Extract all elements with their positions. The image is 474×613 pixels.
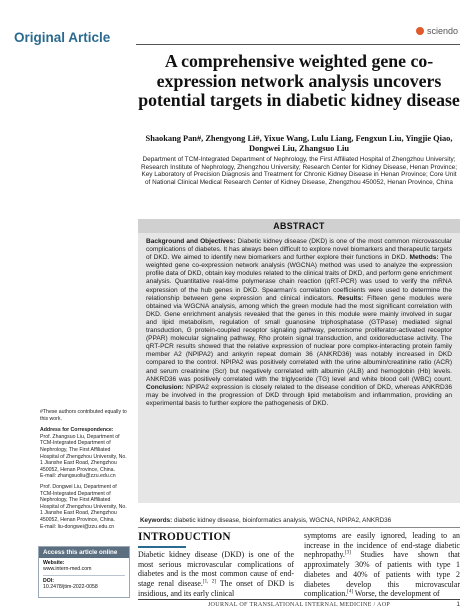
keywords-text: diabetic kidney disease, bioinformatics analysis, WGCNA, NPIPA2, ANKRD36 <box>172 517 392 524</box>
keywords-label: Keywords: <box>140 517 173 524</box>
abstract-conclusion-label: Conclusion: <box>146 383 184 391</box>
abstract-conclusion-text: NPIPA2 expression is closely related to the disease condition of DKD, whereas ANKRD36 may be involved in the progression of DKD through lipid metabolism and inflammation, providing an experimental basis to further explore the pathogenesis of DKD. <box>146 383 452 407</box>
publisher-mark-icon <box>416 27 424 35</box>
section-divider <box>138 527 460 528</box>
intro-heading: INTRODUCTION <box>138 531 231 543</box>
author-affiliation: Department of TCM-Integrated Department of Nephrology, the First Affiliated Hospital of Zhengzhou University; Research Institute of Nephrology, Zhengzhou University; Research Center for Kidney Disease, Henan Province; Key Laboratory of Precision Diagnosis and Treatment for Chronic Kidney Disease in Henan Province; Core Unit of National Clinical Medical Research Center of Kidney Disease, Zhengzhou 450052, Henan Province, China <box>140 156 458 187</box>
page-number: 1 <box>456 601 460 608</box>
abstract-results-label: Results: <box>337 294 364 302</box>
abstract-methods-text: The weighted gene co-expression network analysis (WGCNA) method was used to analyze the expression profile data of DKD, obtain key modules related to the clinical traits of DKD, and perform gene enrichment analysis. Quantitative real-time polymerase chain reaction (qRT-PCR) was used to verify the mRNA expression of the hub genes in DKD. Spearman’s correlation coefficients were used to determine the relationship between gene expression and clinical indicators. <box>146 254 452 302</box>
page-header <box>0 0 474 44</box>
abstract-heading: ABSTRACT <box>138 219 460 233</box>
keywords <box>140 517 460 524</box>
intro-left-text-b: The onset of DKD is insidious, and its early clinical <box>138 579 295 598</box>
correspondence-email-1[interactable]: E-mail: zhangsuoliu@zzu.edu.cn <box>40 473 116 480</box>
footer-divider <box>138 599 460 600</box>
access-website <box>39 558 129 573</box>
doi-label: DOI: <box>43 577 54 584</box>
website-label: Website: <box>43 560 65 566</box>
author-list: Shaokang Pan#, Zhengyong Li#, Yixue Wang, Lulu Liang, Fengxun Liu, Yingjie Qiao, Dongwei Liu, Zhangsuo Liu <box>145 134 453 153</box>
publisher-logo <box>416 26 458 36</box>
citation-ref[interactable]: [3] <box>344 550 351 556</box>
access-doi <box>39 576 129 591</box>
doi-link[interactable]: 10.2478/jtim-2022-0058 <box>43 584 98 591</box>
header-divider <box>136 44 460 45</box>
correspondence-notes <box>40 409 130 530</box>
section-label: Original Article <box>14 30 111 45</box>
journal-footer: JOURNAL OF TRANSLATIONAL INTERNAL MEDICINE / AOP <box>207 602 391 608</box>
citation-ref[interactable]: [1, 2] <box>202 579 216 585</box>
correspondence-email-2[interactable]: E-mail: liu-dongwei@zzu.edu.cn <box>40 523 115 530</box>
intro-column-left <box>138 550 294 599</box>
intro-right-text-b: Studies have shown that approximately 30% of patients with type 1 diabetes and 40% of patients with type 2 diabetes develop this microvascular complication. <box>304 550 460 599</box>
article-title: A comprehensive weighted gene co-expression network analysis uncovers potential targets in diabetic kidney disease <box>138 51 460 110</box>
access-online-box <box>38 546 130 598</box>
abstract-background-label: Background and Objectives: <box>146 238 236 245</box>
abstract-methods-label: Methods: <box>409 254 439 262</box>
intro-heading-underline <box>138 546 186 548</box>
intro-left-text-a: Diabetic kidney disease (DKD) is one of the most serious microvascular complications of diabetes and is the most common cause of end-stage renal disease. <box>138 550 294 589</box>
equal-contribution-note: #These authors contributed equally to this work. <box>40 409 127 422</box>
correspondence-address-2: Prof. Dongwei Liu, Department of TCM-Integrated Department of Nephrology, The First Affiliated Hospital of Zhengzhou University, No. 1 Jianshe East Road, Zhengzhou 450052, Henan Province, China. <box>40 483 127 523</box>
abstract-box <box>138 219 460 503</box>
citation-ref[interactable]: [4] <box>347 589 354 595</box>
intro-right-text-a: symptoms are easily ignored, leading to an increase in the incidence of end-stage diabetic nephropathy. <box>304 531 460 560</box>
access-title: Access this article online <box>39 547 129 558</box>
abstract-background-text: Diabetic kidney disease (DKD) is one of the most common microvascular complications of diabetes. It has always been difficult to explore novel biomarkers and therapeutic targets of DKD. We aimed to identify new biomarkers and further explore their functions in DKD. <box>146 238 452 262</box>
correspondence-address-1: Prof. Zhangsuo Liu, Department of TCM-Integrated Department of Nephrology, The First Affiliated Hospital of Zhengzhou University, No. 1 Jianshe East Road, Zhengzhou 450052, Henan Province, China. <box>40 433 127 473</box>
intro-right-text-c: Worse, the development of <box>353 589 440 599</box>
abstract-body <box>138 233 460 408</box>
abstract-results-text: Fifteen gene modules were obtained via WGCNA analysis, among which the green module had the most significant correlation with DKD. Gene enrichment analysis revealed that the genes in this module were mainly involved in sugar and lipid metabolism, regulation of small guanosine triphosphatase (GTPase) mediated signal transduction, G protein-coupled receptor signaling pathway, peroxisome proliferator-activated receptor (PPAR) molecular signaling pathway, Rho protein signal transduction, and oxidoreductase activity. The qRT-PCR results showed that the relative expression of nuclear pore complex-interacting protein family member A2 (NPIPA2) and ankyrin repeat domain 36 (ANKRD36) was notably increased in DKD compared to the control. NPIPA2 was positively correlated with the urine albumin/creatinine ratio (ACR) and serum creatinine (Scr) but negatively correlated with albumin (ALB) and hemoglobin (Hb) levels. ANKRD36 was positively correlated with the triglyceride (TG) level and white blood cell (WBC) count. <box>146 294 452 383</box>
intro-column-right <box>304 531 460 599</box>
website-link[interactable]: www.intern-med.com <box>43 566 92 573</box>
publisher-name: sciendo <box>426 26 458 36</box>
correspondence-label: Address for Correspondence: <box>40 427 114 434</box>
